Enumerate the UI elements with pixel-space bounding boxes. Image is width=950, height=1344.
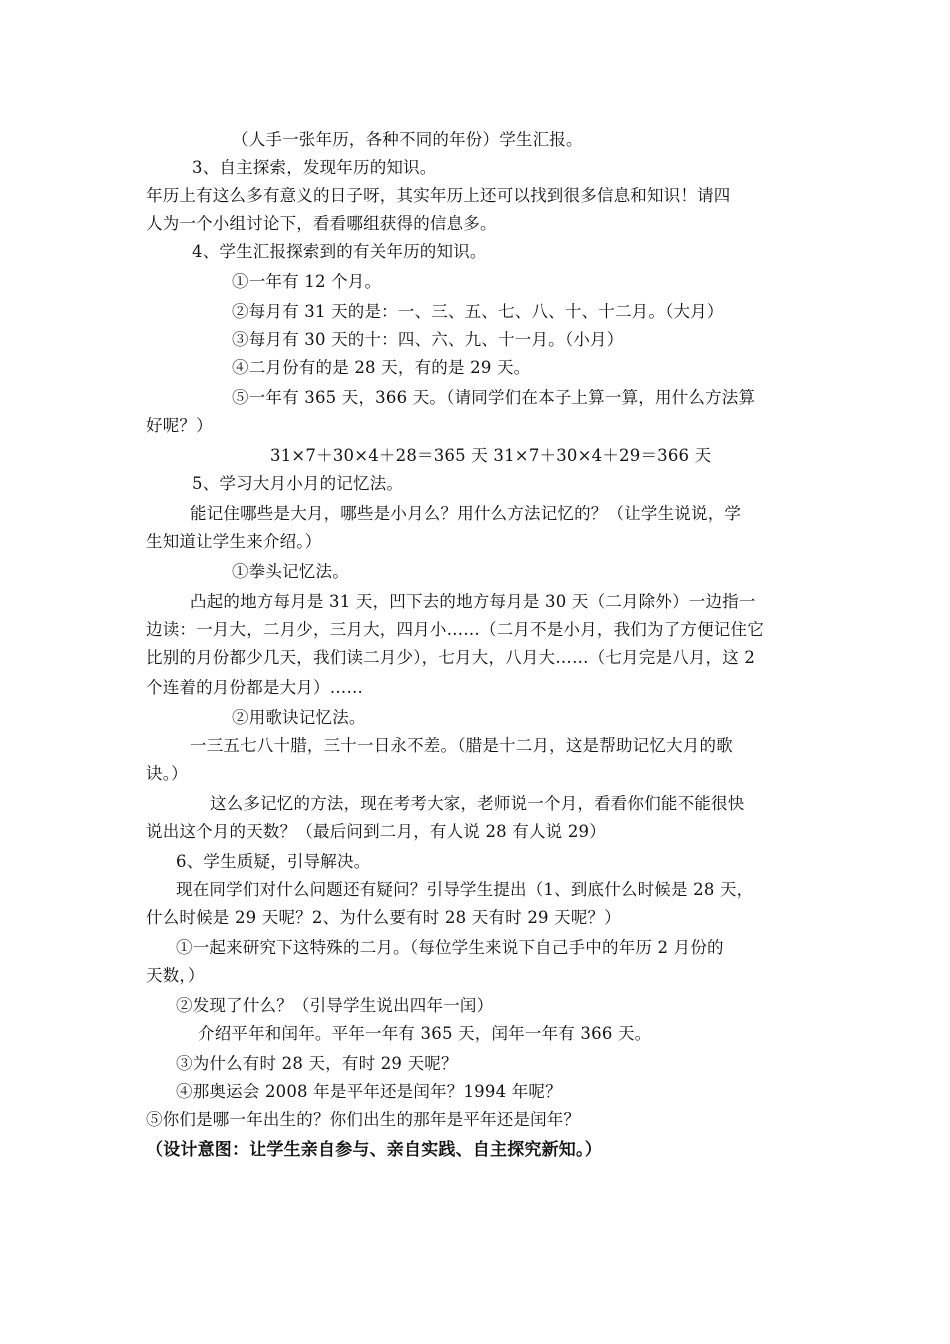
text-line: 生知道让学生来介绍。） (146, 532, 322, 551)
design-intent-note: （设计意图：让学生亲自参与、亲自实践、自主探究新知。） (146, 1140, 602, 1160)
text-line: 凸起的地方每月是 31 天，凹下去的地方每月是 30 天（二月除外）一边指一 (190, 592, 756, 611)
text-line: （人手一张年历，各种不同的年份）学生汇报。 (232, 130, 583, 149)
text-line: 现在同学们对什么问题还有疑问？引导学生提出（1、到底什么时候是 28 天， (176, 880, 754, 899)
section-heading: 3、自主探索，发现年历的知识。 (192, 158, 437, 177)
text-line: 个连着的月份都是大月）…… (146, 678, 364, 697)
list-item: ①一起来研究下这特殊的二月。（每位学生来说下自己手中的年历 2 月份的 (176, 938, 724, 957)
list-item: ②每月有 31 天的是：一、三、五、七、八、十、十二月。（大月） (232, 302, 724, 321)
text-line: 什么时候是 29 天呢？2、为什么要有时 28 天有时 29 天呢？） (146, 908, 621, 927)
text-line: 能记住哪些是大月，哪些是小月么？用什么方法记忆的？（让学生说说，学 (190, 504, 742, 523)
list-item: ⑤一年有 365 天，366 天。（请同学们在本子上算一算，用什么方法算 (232, 388, 756, 407)
list-item: ②用歌诀记忆法。 (232, 708, 366, 727)
text-line: 这么多记忆的方法，现在考考大家，老师说一个月，看看你们能不能很快 (210, 794, 745, 813)
section-heading: 6、学生质疑，引导解决。 (176, 852, 371, 871)
text-line: 人为一个小组讨论下，看看哪组获得的信息多。 (146, 214, 497, 233)
text-line: 天数，） (146, 966, 205, 985)
section-heading: 5、学习大月小月的记忆法。 (192, 474, 404, 493)
list-item: ①拳头记忆法。 (232, 562, 349, 581)
list-item: ③每月有 30 天的十：四、六、九、十一月。（小月） (232, 330, 624, 349)
list-item: ④二月份有的是 28 天，有的是 29 天。 (232, 358, 531, 377)
text-line: 诀。） (146, 764, 188, 783)
text-line: 比别的月份都少几天，我们读二月少），七月大，八月大……（七月完是八月，这 2 (146, 648, 756, 667)
text-line: 好呢？） (146, 416, 213, 435)
text-line: 边读：一月大，二月少，三月大，四月小……（二月不是小月，我们为了方便记住它 (146, 620, 764, 639)
text-line: 年历上有这么多有意义的日子呀，其实年历上还可以找到很多信息和知识！请四 (146, 186, 731, 205)
text-line: 说出这个月的天数？（最后问到二月，有人说 28 有人说 29） (146, 822, 606, 841)
text-line: 介绍平年和闰年。平年一年有 365 天，闰年一年有 366 天。 (198, 1024, 652, 1043)
list-item: ⑤你们是哪一年出生的？你们出生的那年是平年还是闰年？ (146, 1110, 581, 1129)
section-heading: 4、学生汇报探索到的有关年历的知识。 (192, 242, 487, 261)
formula-line: 31×7＋30×4＋28＝365 天 31×7＋30×4＋29＝366 天 (270, 446, 712, 465)
list-item: ①一年有 12 个月。 (232, 272, 382, 291)
list-item: ②发现了什么？（引导学生说出四年一闰） (176, 996, 494, 1015)
text-line: 一三五七八十腊，三十一日永不差。（腊是十二月，这是帮助记忆大月的歌 (190, 736, 733, 755)
list-item: ③为什么有时 28 天，有时 29 天呢？ (176, 1054, 458, 1073)
list-item: ④那奥运会 2008 年是平年还是闰年？1994 年呢？ (176, 1082, 562, 1101)
